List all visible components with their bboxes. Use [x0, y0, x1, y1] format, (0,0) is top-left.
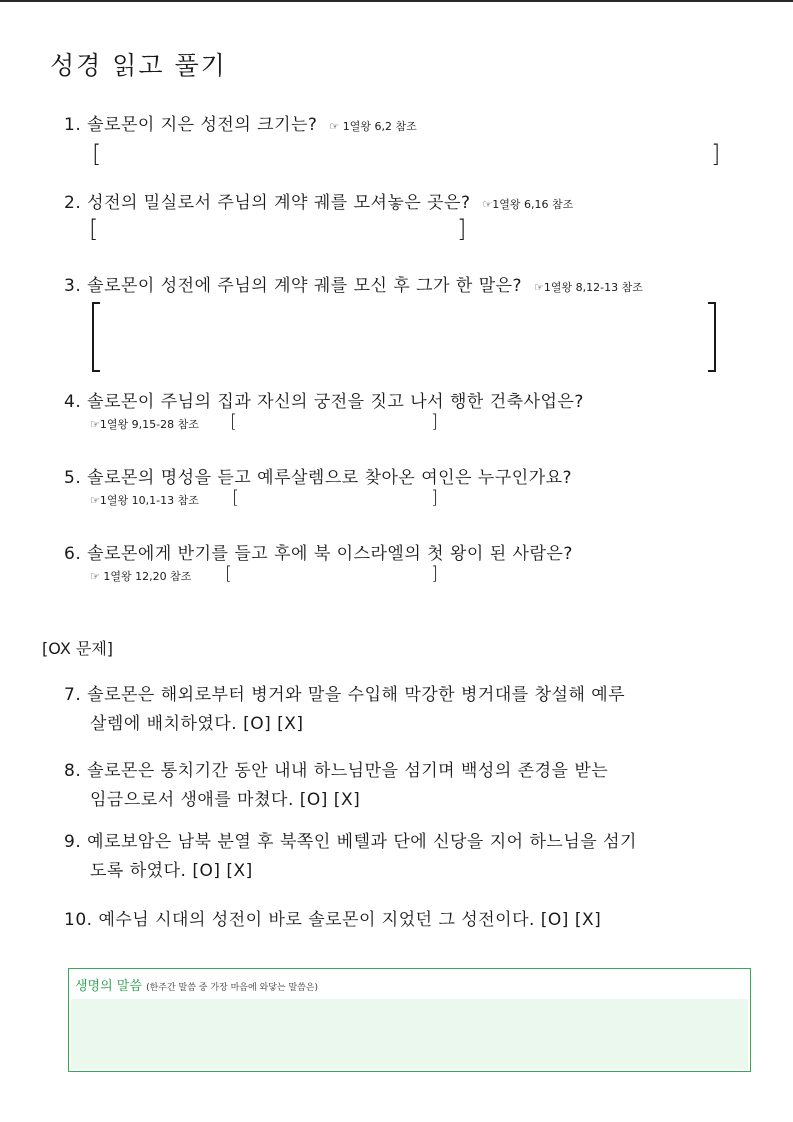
- question-reference: ☞1열왕 8,12-13 참조: [534, 281, 643, 294]
- answer-bracket-close-tall: [714, 302, 716, 372]
- word-of-life-writing-area[interactable]: [71, 999, 748, 1069]
- question-text: 솔로몬이 성전에 주님의 계약 궤를 모신 후 그가 한 말은?: [87, 276, 523, 296]
- question-number: 9.: [64, 832, 82, 852]
- answer-field-4[interactable]: [238, 412, 428, 434]
- question-number: 10.: [64, 910, 93, 930]
- answer-bracket-open: [: [92, 140, 102, 168]
- answer-field-2[interactable]: [100, 215, 454, 243]
- question-6: [64, 539, 573, 564]
- question-text: 솔로몬이 주님의 집과 자신의 궁전을 짓고 나서 행한 건축사업은?: [87, 392, 584, 412]
- answer-bracket-open-tall: [92, 302, 94, 372]
- answer-field-1[interactable]: [102, 140, 708, 168]
- word-of-life-subtitle: (한주간 말씀 중 가장 마음에 와닿는 말씀은): [146, 983, 319, 993]
- ox-question-9: [64, 827, 637, 852]
- question-reference: ☞1열왕 10,1-13 참조: [90, 494, 199, 507]
- question-number: 3.: [64, 276, 82, 296]
- ox-question-7: [64, 680, 625, 705]
- answer-bracket-close: ]: [431, 563, 439, 584]
- answer-bracket-open: [: [225, 563, 233, 584]
- bracket-cap: [92, 370, 100, 372]
- question-number: 1.: [64, 115, 82, 135]
- answer-bracket-close: ]: [431, 411, 439, 432]
- question-number: 8.: [64, 761, 82, 781]
- question-reference: ☞1열왕 6,16 참조: [482, 198, 574, 211]
- answer-bracket-close: ]: [431, 487, 439, 508]
- page-title: 성경 읽고 풀기: [50, 51, 227, 80]
- question-number: 2.: [64, 193, 82, 213]
- answer-bracket-close: ]: [457, 215, 467, 243]
- question-reference: ☞1열왕 9,15-28 참조: [90, 418, 199, 431]
- ox-question-9-line2[interactable]: 도록 하였다. [O] [X]: [90, 861, 253, 881]
- answer-bracket-open: [: [89, 215, 99, 243]
- question-4: [64, 387, 584, 412]
- ox-question-8-line2[interactable]: 임금으로서 생애를 마쳤다. [O] [X]: [90, 790, 361, 810]
- ox-section-heading: [OX 문제]: [42, 639, 114, 658]
- question-number: 6.: [64, 544, 82, 564]
- question-6-reference-row: [90, 568, 191, 584]
- question-1: [64, 110, 417, 135]
- question-text: 솔로몬에게 반기를 들고 후에 북 이스라엘의 첫 왕이 된 사람은?: [87, 544, 573, 564]
- question-number: 5.: [64, 468, 82, 488]
- answer-field-3[interactable]: [102, 306, 706, 368]
- question-number: 4.: [64, 392, 82, 412]
- bracket-cap: [708, 302, 716, 304]
- word-of-life-header: [75, 975, 318, 994]
- question-text: 성전의 밀실로서 주님의 계약 궤를 모셔놓은 곳은?: [87, 193, 471, 213]
- question-text: 솔로몬은 해외로부터 병거와 말을 수입해 막강한 병거대를 창설해 예루: [87, 685, 626, 705]
- word-of-life-box[interactable]: [68, 968, 751, 1072]
- answer-field-6[interactable]: [233, 564, 428, 586]
- ox-question-8: [64, 756, 608, 781]
- question-number: 7.: [64, 685, 82, 705]
- answer-bracket-open: [: [232, 487, 240, 508]
- question-3: [64, 271, 643, 296]
- bracket-cap: [708, 370, 716, 372]
- question-text: 예로보암은 남북 분열 후 북쪽인 베텔과 단에 신당을 지어 하느님을 섬기: [87, 832, 637, 852]
- question-text: 솔로몬이 지은 성전의 크기는?: [87, 115, 318, 135]
- ox-question-7-line2[interactable]: 살렘에 배치하였다. [O] [X]: [90, 714, 304, 734]
- bracket-cap: [92, 302, 100, 304]
- question-text: 예수님 시대의 성전이 바로 솔로몬이 지었던 그 성전이다. [O] [X]: [98, 910, 602, 930]
- ox-question-10[interactable]: [64, 905, 601, 930]
- question-text: 솔로몬은 통치기간 동안 내내 하느님만을 섬기며 백성의 존경을 받는: [87, 761, 609, 781]
- answer-bracket-close: ]: [711, 140, 721, 168]
- question-reference: ☞ 1열왕 12,20 참조: [90, 570, 192, 583]
- question-4-reference-row: [90, 416, 199, 432]
- question-5: [64, 463, 572, 488]
- word-of-life-title: 생명의 말씀: [75, 979, 142, 994]
- question-5-reference-row: [90, 492, 199, 508]
- answer-field-5[interactable]: [240, 488, 428, 510]
- top-border-line: [0, 0, 793, 2]
- question-2: [64, 188, 573, 213]
- question-reference: ☞ 1열왕 6,2 참조: [329, 120, 417, 133]
- question-text: 솔로몬의 명성을 듣고 예루살렘으로 찾아온 여인은 누구인가요?: [87, 468, 573, 488]
- answer-bracket-open: [: [230, 411, 238, 432]
